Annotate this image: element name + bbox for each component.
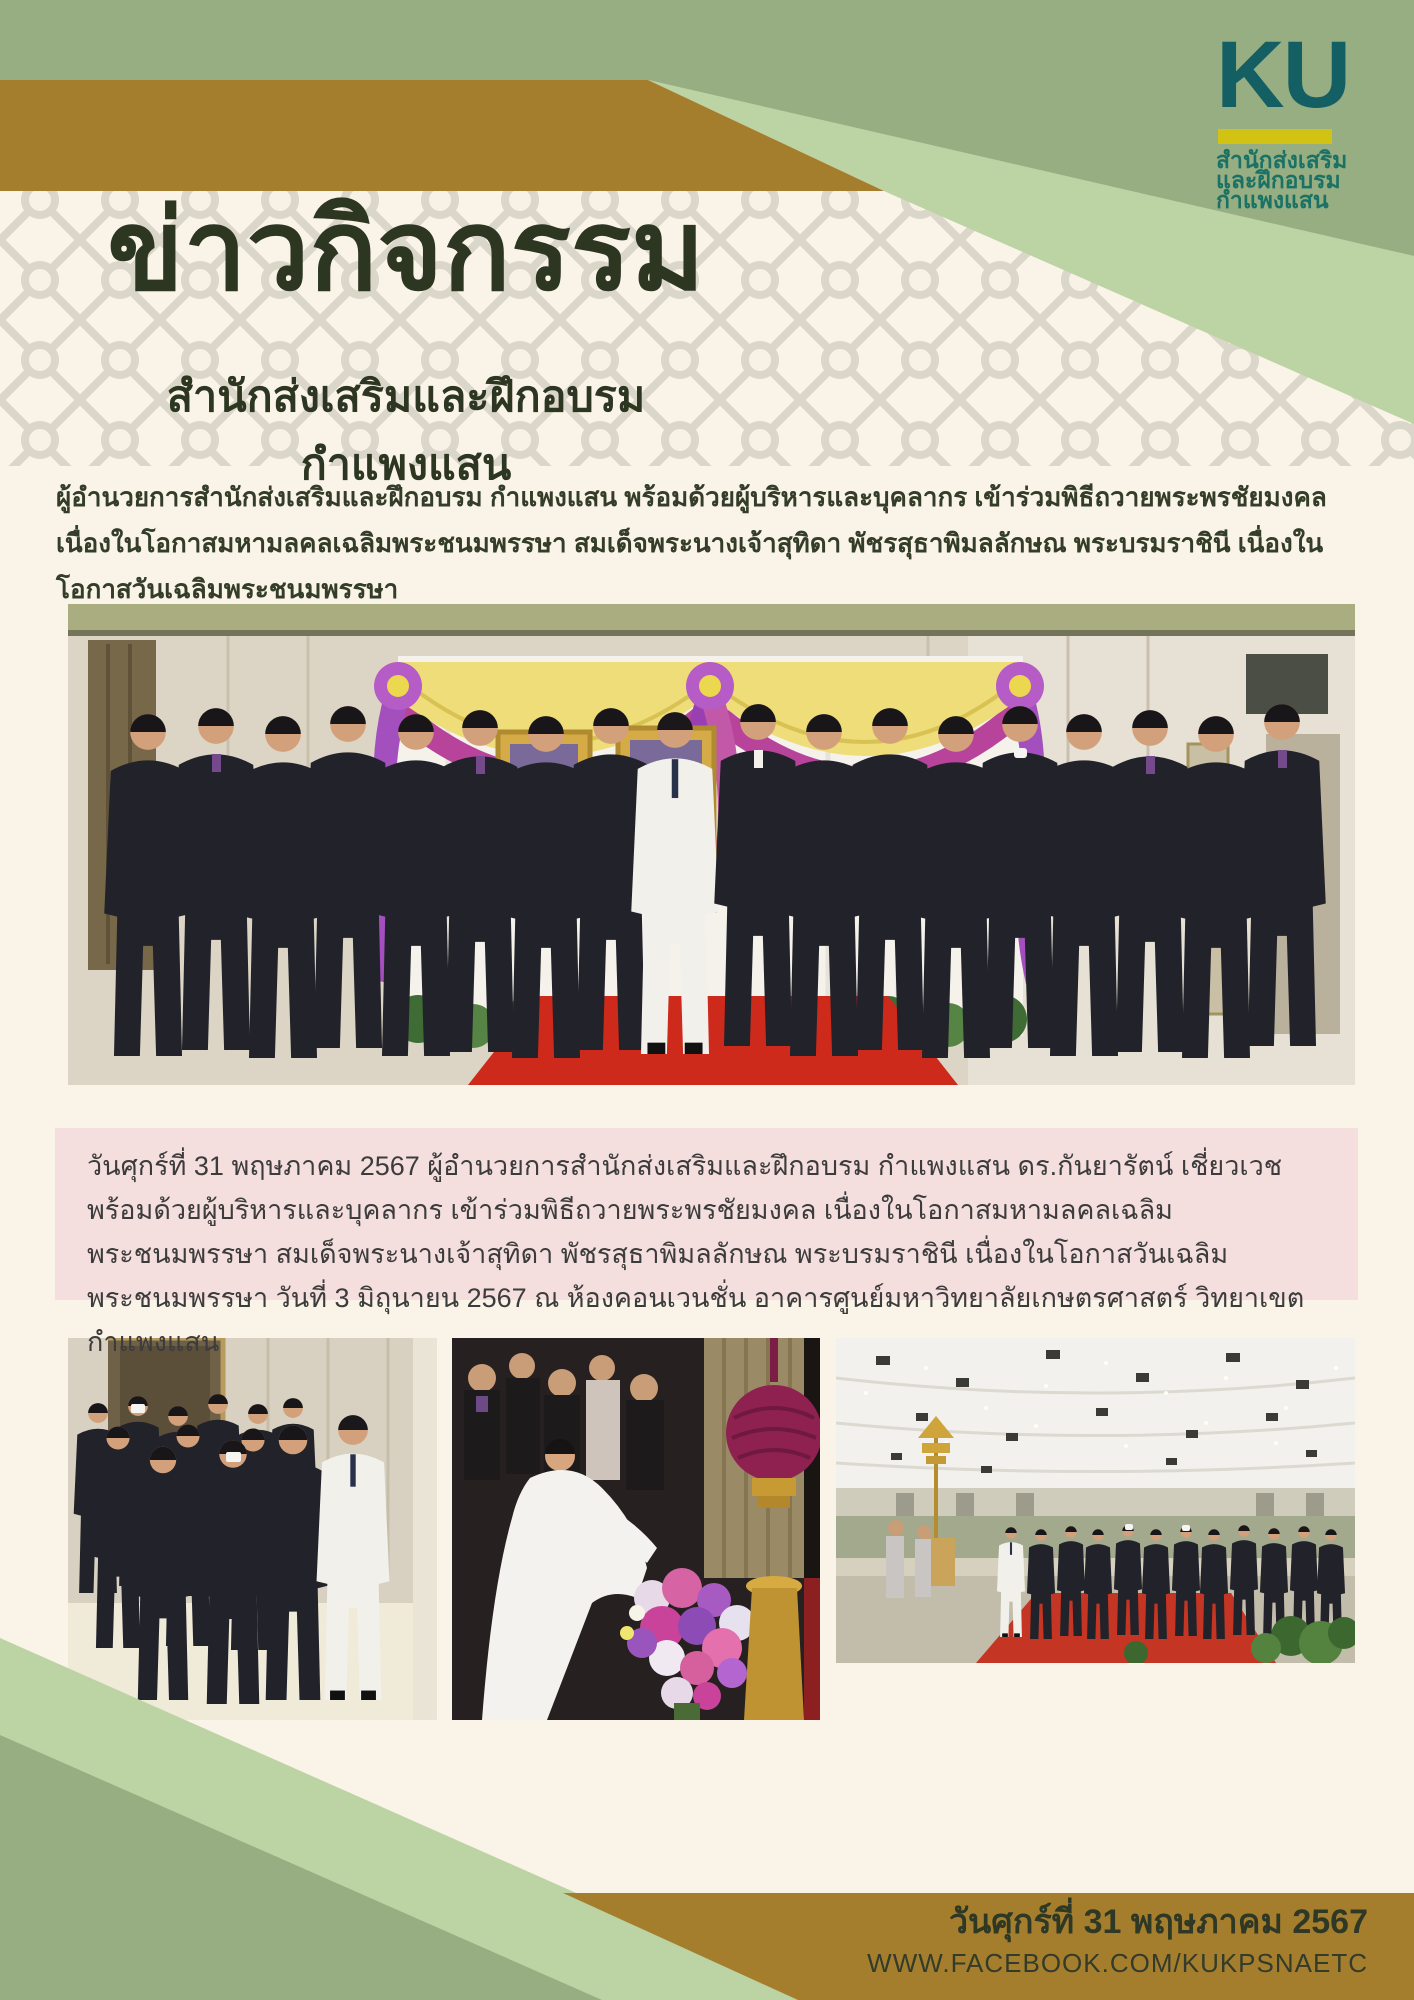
main-photo-illustration bbox=[68, 604, 1355, 1085]
page-title: ข่าวกิจกรรม bbox=[107, 188, 705, 313]
footer-date: วันศุกร์ที่ 31 พฤษภาคม 2567 bbox=[948, 1903, 1368, 1941]
ku-logo-org-line2: และฝึกอบรม bbox=[1216, 167, 1341, 193]
ku-logo-org-line3: กำแพงแสน bbox=[1216, 187, 1329, 213]
page-subtitle: สำนักส่งเสริมและฝึกอบรม กำแพงแสน bbox=[166, 373, 646, 489]
footer-facebook-url: WWW.FACEBOOK.COM/KUKPSNAETC bbox=[867, 1948, 1368, 1978]
main-photo bbox=[68, 604, 1355, 1085]
ku-logo-org-line1: สำนักส่งเสริม bbox=[1216, 147, 1348, 173]
face-mask bbox=[1182, 1525, 1190, 1531]
red-carpet bbox=[468, 996, 958, 1085]
footer bbox=[668, 1899, 1368, 1981]
face-mask bbox=[1014, 748, 1027, 758]
caption-text: วันศุกร์ที่ 31 พฤษภาคม 2567 ผู้อำนวยการสำนักส่งเสริมและฝึกอบรม กำแพงแสน ดร.กันยารัตน์ เชี่ยวเวช พร้อมด้วยผู้บริหารและบุคลากร เข้าร่วมพิธีถวายพระพรชัยมงคล เนื่องในโอกาสมหามลคลเฉลิมพระชนมพรรษา สมเด็จพระนางเจ้าสุทิดา พัชรสุธาพิมลลักษณ พระบรมราชินี เนื่องในโอกาสวันเฉลิมพระชนมพรรษา วันที่ 3 มิถุนายน 2567 ณ ห้องคอนเวนชั่น อาคารศูนย์มหาวิทยาลัยเกษตรศาสตร์ วิทยาเขต กำแพงแสน bbox=[87, 1151, 1305, 1357]
intro-paragraph: ผู้อำนวยการสำนักส่งเสริมและฝึกอบรม กำแพงแสน พร้อมด้วยผู้บริหารและบุคลากร เข้าร่วมพิธีถวายพระพรชัยมงคล เนื่องในโอกาสมหามลคลเฉลิมพระชนมพรรษา สมเด็จพระนางเจ้าสุทิดา พัชรสุธาพิมลลักษณ พระบรมราชินี เนื่องในโอกาสวันเฉลิมพระชนมพรรษา bbox=[56, 482, 1327, 604]
ku-logo-yellow-bar bbox=[1218, 129, 1332, 144]
ku-logo bbox=[1216, 22, 1376, 213]
caption-box bbox=[55, 1128, 1358, 1357]
face-mask bbox=[1125, 1524, 1133, 1530]
face-mask bbox=[131, 1404, 145, 1413]
face-mask bbox=[226, 1452, 241, 1462]
ku-logo-acronym: KU bbox=[1216, 22, 1350, 128]
